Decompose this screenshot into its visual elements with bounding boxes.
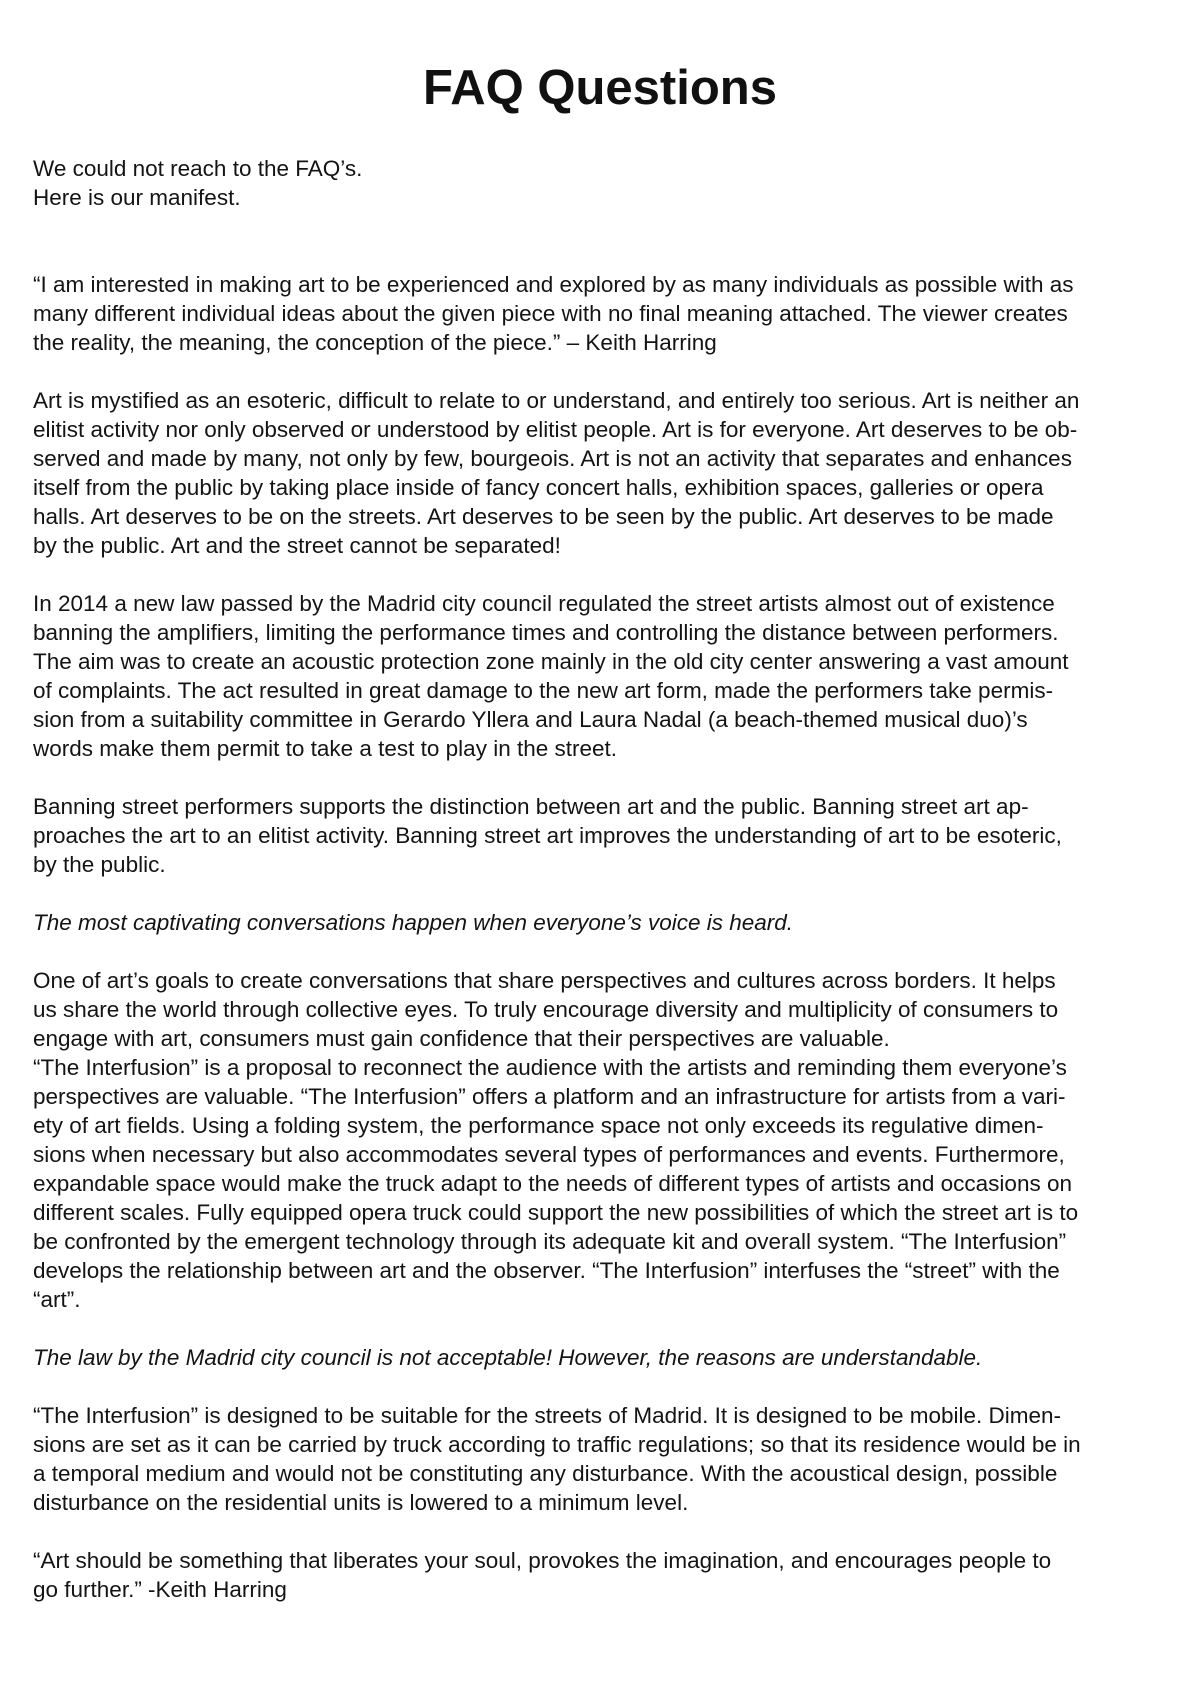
text-line: go further.” -Keith Harring: [33, 1577, 287, 1602]
paragraph-gap: [33, 1372, 1181, 1401]
text-line: halls. Art deserves to be on the streets. Art deserves to be seen by the public. Art deserves to be made: [33, 504, 1054, 529]
text-line: us share the world through collective eyes. To truly encourage diversity and multiplicity of consumers to: [33, 997, 1059, 1022]
paragraph: [33, 1401, 1181, 1517]
paragraph-gap: [33, 763, 1181, 792]
text-line: words make them permit to take a test to play in the street.: [33, 736, 618, 761]
text-line: many different individual ideas about the given piece with no final meaning attached. The viewer creates: [33, 301, 1068, 326]
text-line: ety of art fields. Using a folding system, the performance space not only exceeds its regulative dimen-: [33, 1113, 1044, 1138]
paragraph: [33, 270, 1181, 357]
intro-line: Here is our manifest.: [33, 185, 241, 210]
text-line: In 2014 a new law passed by the Madrid city council regulated the street artists almost out of existence: [33, 591, 1055, 616]
text-line: the reality, the meaning, the conception of the piece.” – Keith Harring: [33, 330, 717, 355]
text-line: sion from a suitability committee in Gerardo Yllera and Laura Nadal (a beach-themed musical duo)’s: [33, 707, 1028, 732]
text-line: “I am interested in making art to be experienced and explored by as many individuals as possible with as: [33, 272, 1074, 297]
text-line: served and made by many, not only by few, bourgeois. Art is not an activity that separates and enhances: [33, 446, 1072, 471]
paragraph-gap: [33, 560, 1181, 589]
text-line: “Art should be something that liberates your soul, provokes the imagination, and encourages people to: [33, 1548, 1052, 1573]
paragraph: [33, 589, 1181, 763]
italic-statement: [33, 908, 1181, 937]
text-line: The aim was to create an acoustic protection zone mainly in the old city center answering a vast amount: [33, 649, 1069, 674]
paragraph: [33, 966, 1181, 1314]
paragraph-gap: [33, 357, 1181, 386]
paragraph-gap: [33, 1517, 1181, 1546]
text-line: by the public.: [33, 852, 166, 877]
text-line: Art is mystified as an esoteric, difficult to relate to or understand, and entirely too serious. Art is neither an: [33, 388, 1080, 413]
text-line: disturbance on the residential units is lowered to a minimum level.: [33, 1490, 689, 1515]
manifest-body: [33, 270, 1181, 1604]
italic-statement: [33, 1343, 1181, 1372]
paragraph: [33, 1546, 1181, 1604]
text-line: “The Interfusion” is designed to be suitable for the streets of Madrid. It is designed to be mobile. Dimen-: [33, 1403, 1062, 1428]
text-line: proaches the art to an elitist activity. Banning street art improves the understanding of art to be esoteric,: [33, 823, 1062, 848]
text-line: of complaints. The act resulted in great damage to the new art form, made the performers take permis-: [33, 678, 1054, 703]
text-line: The most captivating conversations happen when everyone’s voice is heard.: [33, 910, 794, 935]
paragraph: [33, 792, 1181, 879]
paragraph-gap: [33, 937, 1181, 966]
text-line: perspectives are valuable. “The Interfusion” offers a platform and an infrastructure for artists from a vari-: [33, 1084, 1066, 1109]
text-line: engage with art, consumers must gain confidence that their perspectives are valuable.: [33, 1026, 890, 1051]
text-line: banning the amplifiers, limiting the performance times and controlling the distance between performers.: [33, 620, 1059, 645]
text-line: sions are set as it can be carried by truck according to traffic regulations; so that its residence would be in: [33, 1432, 1081, 1457]
text-line: itself from the public by taking place inside of fancy concert halls, exhibition spaces, galleries or opera: [33, 475, 1044, 500]
text-line: elitist activity nor only observed or understood by elitist people. Art is for everyone. Art deserves to be ob-: [33, 417, 1078, 442]
text-line: “The Interfusion” is a proposal to reconnect the audience with the artists and reminding them everyone’s: [33, 1055, 1067, 1080]
text-line: develops the relationship between art and the observer. “The Interfusion” interfuses the “street” with the: [33, 1258, 1060, 1283]
text-line: “art”.: [33, 1287, 81, 1312]
paragraph-gap: [33, 879, 1181, 908]
intro-line: We could not reach to the FAQ’s.: [33, 156, 363, 181]
intro-text: [33, 154, 1173, 212]
text-line: expandable space would make the truck adapt to the needs of different types of artists and occasions on: [33, 1171, 1072, 1196]
paragraph-gap: [33, 1314, 1181, 1343]
text-line: Banning street performers supports the distinction between art and the public. Banning street art ap-: [33, 794, 1029, 819]
text-line: The law by the Madrid city council is not acceptable! However, the reasons are understandable.: [33, 1345, 983, 1370]
paragraph: [33, 386, 1181, 560]
text-line: a temporal medium and would not be constituting any disturbance. With the acoustical design, possible: [33, 1461, 1058, 1486]
page-title: FAQ Questions: [423, 61, 777, 115]
text-line: by the public. Art and the street cannot be separated!: [33, 533, 561, 558]
text-line: One of art’s goals to create conversations that share perspectives and cultures across borders. It helps: [33, 968, 1056, 993]
text-line: be confronted by the emergent technology through its adequate kit and overall system. “The Interfusion”: [33, 1229, 1067, 1254]
text-line: sions when necessary but also accommodates several types of performances and events. Furthermore,: [33, 1142, 1065, 1167]
text-line: different scales. Fully equipped opera truck could support the new possibilities of which the street art is to: [33, 1200, 1079, 1225]
